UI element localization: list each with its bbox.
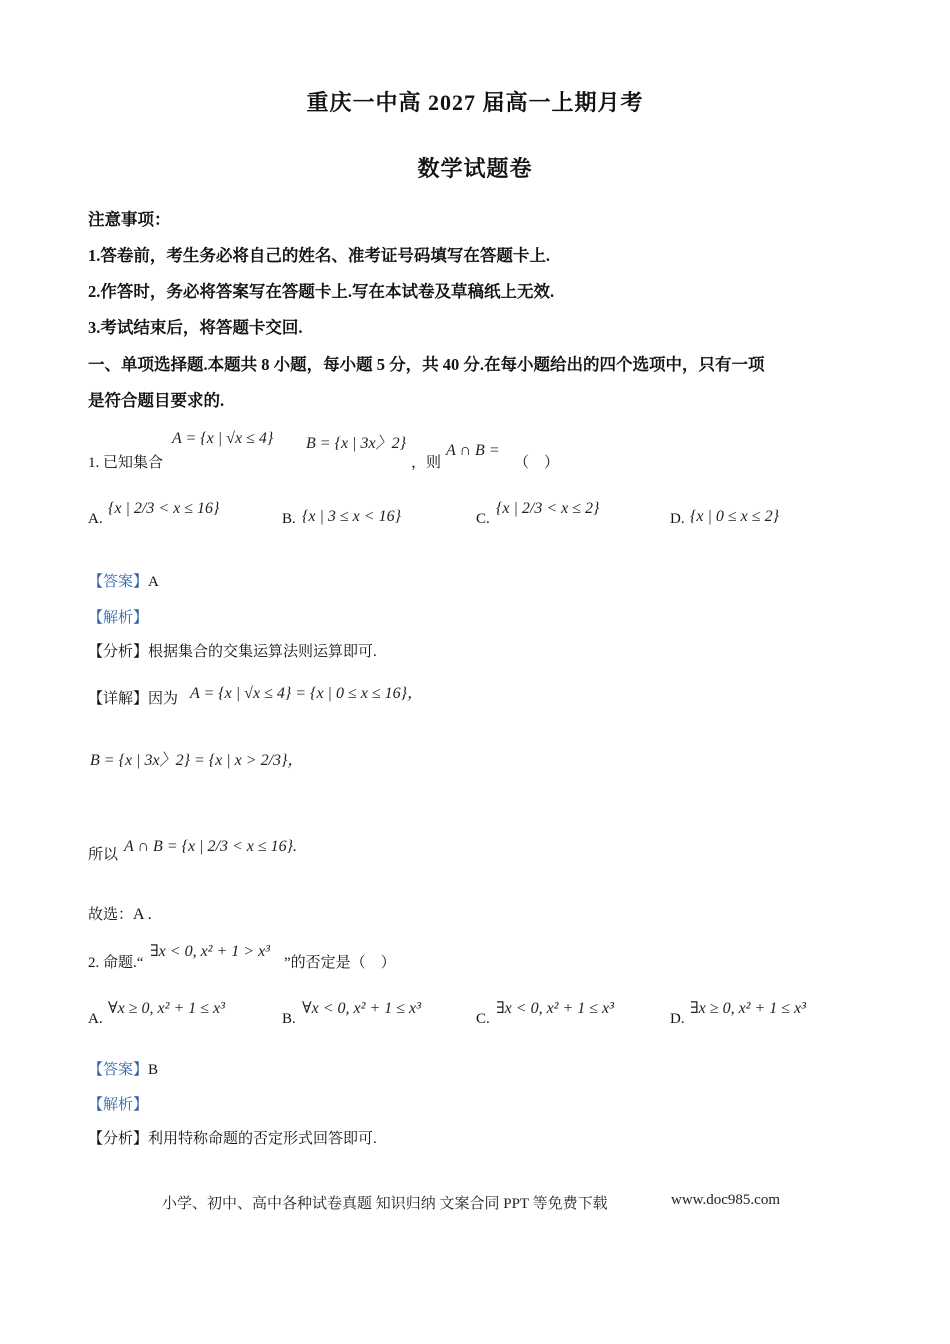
q1-option-c: {x | 2/3 < x ≤ 2} (496, 500, 600, 517)
q1-detail-row (88, 687, 178, 708)
q1-prefix: 1. 已知集合 (88, 455, 164, 471)
q1-option-a: {x | 2/3 < x ≤ 16} (108, 500, 220, 517)
q2-option-d: ∃x ≥ 0, x² + 1 ≤ x³ (690, 1000, 806, 1017)
q2-option-d-label: D. (670, 1011, 685, 1027)
q1-option-d: {x | 0 ≤ x ≤ 2} (690, 508, 779, 525)
q1-option-a-label: A. (88, 511, 103, 527)
note-item-1: 1.答卷前，考生务必将自己的姓名、准考证号码填写在答题卡上. (88, 246, 550, 265)
note-item-3: 3.考试结束后，将答题卡交回. (88, 318, 303, 337)
q1-set-b: B = {x | 3x〉2} (306, 435, 406, 452)
q2-option-a: ∀x ≥ 0, x² + 1 ≤ x³ (108, 1000, 225, 1017)
q1-option-b: {x | 3 ≤ x < 16} (302, 508, 401, 525)
q2-analysis-tag: 【解析】 (88, 1097, 149, 1113)
q1-paren: （ ） (514, 455, 560, 471)
q1-option-b-label: B. (282, 511, 296, 527)
q2-prefix: 2. 命题.“ (88, 955, 144, 971)
q1-set-a: A = {x | √x ≤ 4} (172, 430, 274, 447)
q1-option-d-label: D. (670, 511, 685, 527)
q2-option-c-label: C. (476, 1011, 490, 1027)
q1-answer-row (88, 570, 159, 591)
q2-answer-tag: 【答案】 (88, 1062, 149, 1078)
q1-detail-a: A = {x | √x ≤ 4} = {x | 0 ≤ x ≤ 16}， (190, 685, 424, 702)
note-item-2: 2.作答时，务必将答案写在答题卡上.写在本试卷及草稿纸上无效. (88, 282, 555, 301)
notes-heading: 注意事项： (88, 210, 171, 229)
footer-url[interactable]: www.doc985.com (671, 1192, 781, 1208)
q1-so: 所以 (88, 847, 119, 863)
page-subtitle: 数学试题卷 (417, 156, 533, 181)
footer-text: 小学、初中、高中各种试卷真题 知识归纳 文案合同 PPT 等免费下载 (162, 1196, 608, 1212)
q1-choose: 故选： (88, 907, 134, 923)
q1-fenxi-tag: 【分析】 (88, 644, 149, 660)
q2-option-a-label: A. (88, 1011, 103, 1027)
q2-answer: B (148, 1062, 159, 1078)
q1-result: A ∩ B = {x | 2/3 < x ≤ 16}. (124, 838, 298, 855)
q1-detail-tag: 【详解】 (88, 691, 149, 707)
q2-suffix: ”的否定是（ ） (284, 955, 396, 971)
q2-answer-row (88, 1058, 158, 1079)
q2-option-b-label: B. (282, 1011, 296, 1027)
section-heading-line1: 一、单项选择题.本题共 8 小题，每小题 5 分，共 40 分.在每小题给出的四个选项中，只有一项 (88, 355, 765, 374)
q1-fenxi: 根据集合的交集运算法则运算即可. (148, 644, 377, 660)
q2-fenxi-tag: 【分析】 (88, 1131, 149, 1147)
q1-answer-tag: 【答案】 (88, 574, 149, 590)
q1-detail-b: B = {x | 3x〉2} = {x | x > 2/3}， (90, 752, 304, 769)
q2-fenxi-row (88, 1127, 377, 1148)
q1-analysis-tag: 【解析】 (88, 610, 149, 626)
q1-answer: A (148, 574, 159, 590)
q2-option-c: ∃x < 0, x² + 1 ≤ x³ (496, 1000, 614, 1017)
q1-mid: ，则 (411, 455, 442, 471)
q1-choose-row (88, 903, 152, 924)
q2-option-b: ∀x < 0, x² + 1 ≤ x³ (302, 1000, 421, 1017)
q1-choose-value: A . (133, 906, 152, 923)
page-title: 重庆一中高 2027 届高一上期月考 (306, 90, 644, 115)
q1-detail-intro: 因为 (148, 691, 179, 707)
q2-statement: ∃x < 0, x² + 1 > x³ (150, 943, 270, 960)
q1-fenxi-row (88, 640, 377, 661)
q2-fenxi: 利用特称命题的否定形式回答即可. (148, 1131, 377, 1147)
q1-ask: A ∩ B = (446, 442, 500, 459)
q1-option-c-label: C. (476, 511, 490, 527)
section-heading-line2: 是符合题目要求的. (88, 391, 225, 410)
